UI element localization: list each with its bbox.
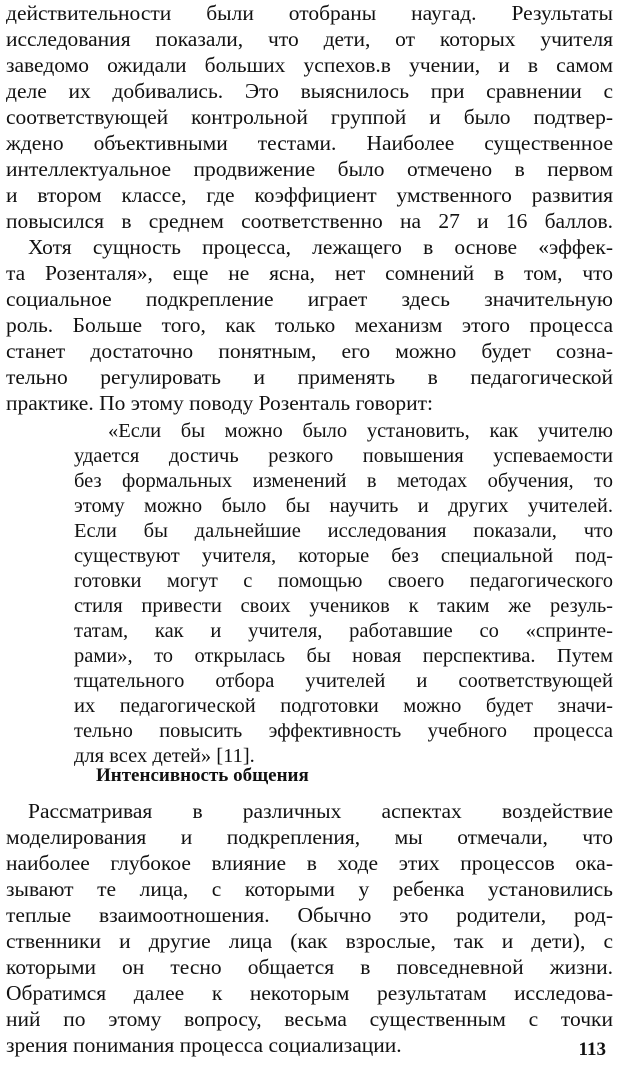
text-line: теплые взаимоотношения. Обычно это родители, род- [6,903,613,927]
quote-line: стиля привести своих учеников к таким же резуль- [74,595,613,617]
quote-line: «Если бы можно было установить, как учителю [108,420,613,442]
text-line: деле их добивались. Это выяснилось при сравнении с [6,79,613,103]
text-line: социальное подкрепление играет здесь значительную [6,287,613,311]
quote-line: их педагогической подготовки можно будет значи- [74,695,613,717]
text-line: зрения понимания процесса социализации. [6,1033,402,1057]
text-line: заведомо ожидали больших успехов.в учении, и в самом [6,53,613,77]
text-line: действительности были отобраны наугад. Результаты [6,1,613,25]
text-line: ственники и другие лица (как взрослые, так и дети), с [6,929,613,953]
text-line: которыми он тесно общается в повседневной жизни. [6,955,613,979]
page-number: 113 [578,1039,606,1060]
text-line: повысился в среднем соответственно на 27 и 16 баллов. [6,209,613,233]
text-line: Обратимся далее к некоторым результатам исследова- [6,981,613,1005]
quote-line: удается достичь резкого повышения успеваемости [74,445,613,467]
text-line: исследования показали, что дети, от которых учителя [6,27,613,51]
text-line: ждено объективными тестами. Наиболее существенное [6,131,613,155]
quote-line: для всех детей» [11]. [74,745,255,767]
quote-line: без формальных изменений в методах обучения, то [74,470,613,492]
quote-line: тщательного отбора учителей и соответствующей [74,670,613,692]
text-line: ний по этому вопросу, весьма существенным с точки [6,1007,613,1031]
quote-line: готовки могут с помощью своего педагогического [74,570,613,592]
quote-line: этому можно было бы научить и других учителей. [74,495,613,517]
text-line: практике. По этому поводу Розенталь говорит: [6,391,434,415]
quote-line: рами», то открылась бы новая перспектива. Путем [74,645,613,667]
text-line: Хотя сущность процесса, лежащего в основе «эффек- [28,235,613,259]
text-line: та Розенталя», еще не ясна, нет сомнений в том, что [6,261,613,285]
quote-line: Если бы дальнейшие исследования показали, что [74,520,613,542]
text-line: моделирования и подкрепления, мы отмечали, что [6,825,613,849]
text-line: зывают те лица, с которыми у ребенка установились [6,877,613,901]
text-line: наиболее глубокое влияние в ходе этих процессов ока- [6,851,613,875]
quote-line: татам, как и учителя, работавшие со «спринте- [74,620,613,642]
text-line: соответствующей контрольной группой и было подтвер- [6,105,613,129]
section-heading: Интенсивность общения [96,765,309,786]
quote-line: существуют учителя, которые без специальной под- [74,545,613,567]
text-line: станет достаточно понятным, его можно будет созна- [6,339,613,363]
quote-line: тельно повысить эффективность учебного процесса [74,720,613,742]
text-line: и втором классе, где коэффициент умственного развития [6,183,613,207]
text-line: интеллектуальное продвижение было отмечено в первом [6,157,613,181]
text-line: роль. Больше того, как только механизм этого процесса [6,313,613,337]
text-line: тельно регулировать и применять в педагогической [6,365,613,389]
text-line: Рассматривая в различных аспектах воздействие [28,799,613,823]
